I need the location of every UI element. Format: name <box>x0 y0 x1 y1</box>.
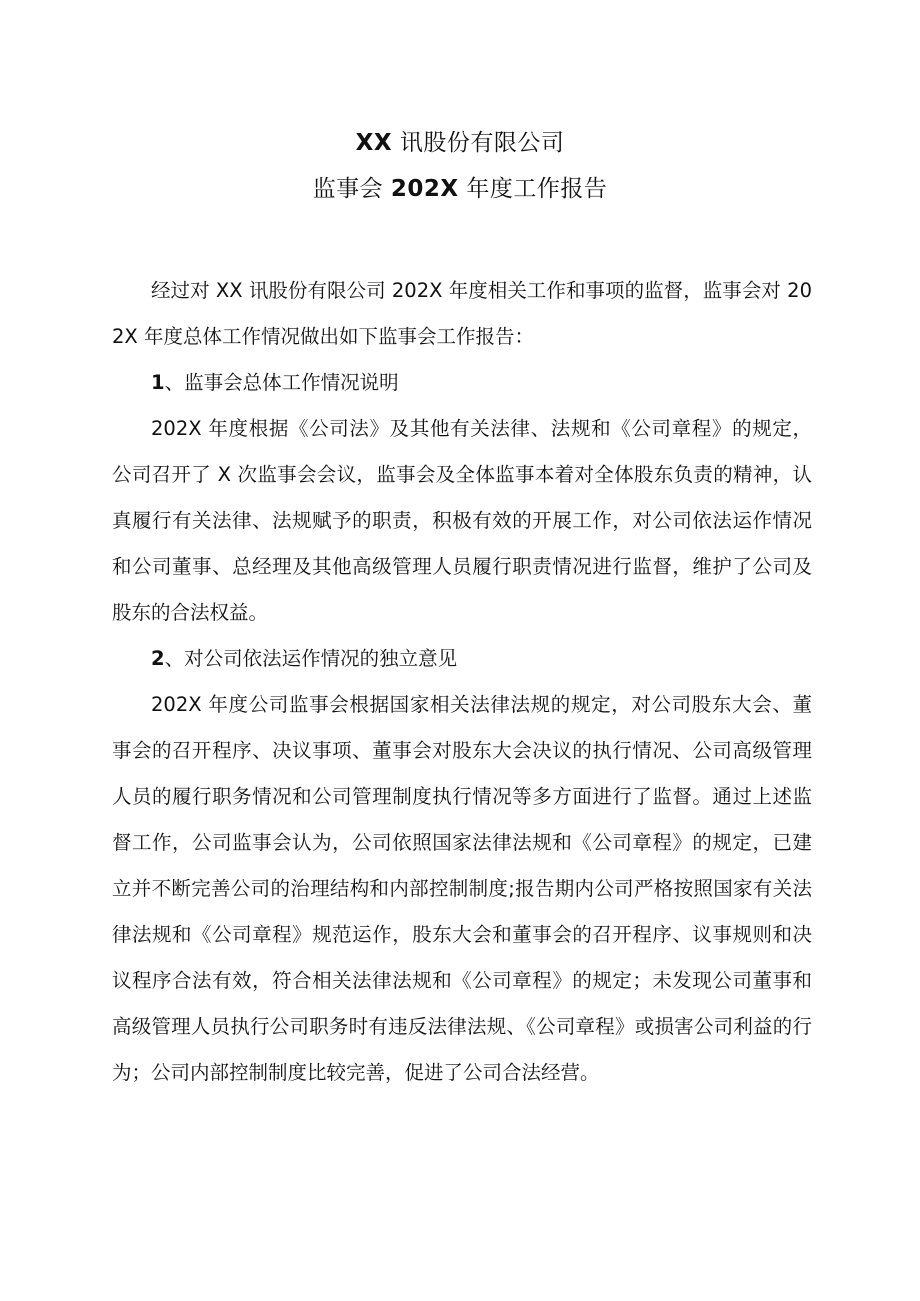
title-company-name: 讯股份有限公司 <box>392 130 565 156</box>
section-1-heading-text: 、监事会总体工作情况说明 <box>164 371 399 394</box>
title-company-prefix: XX <box>355 130 393 156</box>
section-1-heading <box>112 360 812 406</box>
title-report-part2: 年度工作报告 <box>458 176 608 202</box>
title-company-line <box>0 120 920 166</box>
section-2-heading-text: 、对公司依法运作情况的独立意见 <box>164 647 458 670</box>
title-report-part1: 监事会 <box>312 176 391 202</box>
document-body <box>112 268 812 1096</box>
title-report-line <box>0 166 920 212</box>
section-1-number: 1 <box>151 371 165 394</box>
section-2-heading <box>112 636 812 682</box>
intro-paragraph: 经过对 XX 讯股份有限公司 202X 年度相关工作和事项的监督，监事会对 202X 年度总体工作情况做出如下监事会工作报告： <box>112 279 812 348</box>
section-2-number: 2 <box>151 647 165 670</box>
section-2-paragraph: 202X 年度公司监事会根据国家相关法律法规的规定，对公司股东大会、董事会的召开程序、决议事项、董事会对股东大会决议的执行情况、公司高级管理人员的履行职务情况和公司管理制度执行情况等多方面进行了监督。通过上述监督工作，公司监事会认为，公司依照国家法律法规和《公司章程》的规定，已建立并不断完善公司的治理结构和内部控制制度;报告期内公司严格按照国家有关法律法规和《公司章程》规范运作，股东大会和董事会的召开程序、议事规则和决议程序合法有效，符合相关法律法规和《公司章程》的规定；未发现公司董事和高级管理人员执行公司职务时有违反法律法规、《公司章程》或损害公司利益的行为；公司内部控制制度比较完善，促进了公司合法经营。 <box>112 693 812 1084</box>
document-title <box>0 120 920 212</box>
title-report-year: 202X <box>390 176 459 202</box>
section-1-paragraph: 202X 年度根据《公司法》及其他有关法律、法规和《公司章程》的规定，公司召开了 X 次监事会会议，监事会及全体监事本着对全体股东负责的精神，认真履行有关法律、法规赋予的职责，积极有效的开展工作，对公司依法运作情况和公司董事、总经理及其他高级管理人员履行职责情况进行监督，维护了公司及股东的合法权益。 <box>112 417 812 624</box>
